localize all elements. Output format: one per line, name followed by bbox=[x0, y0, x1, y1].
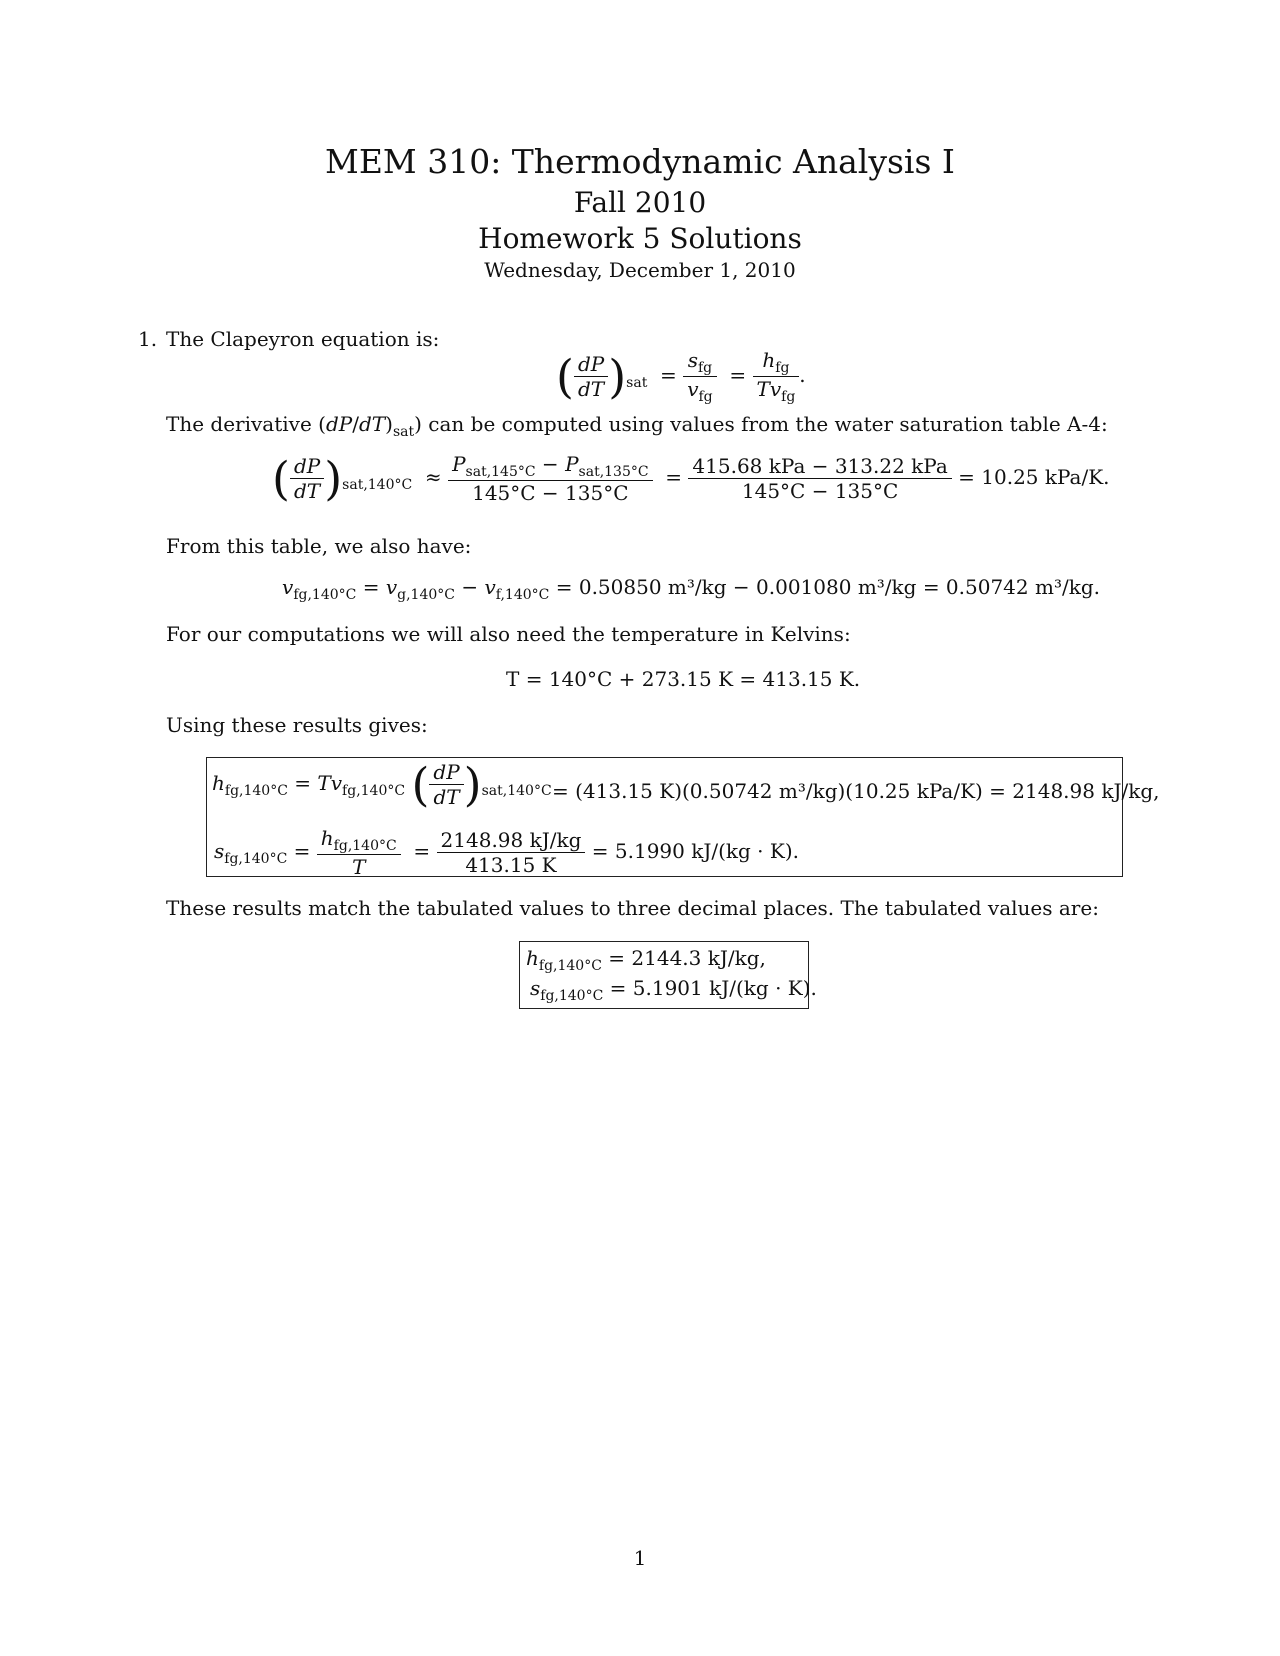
sfg-equation: $s_{fg,140^\circ C}$ = $\frac{h_{fg,140^\circ C}}{T}$ = $\frac{2148.98 kJ/kg}{413.15 K}$ = 5.1990 kJ/(kg · K). bbox=[214, 826, 799, 879]
derivative-equation: ( $\frac{dP}{dT}$ )$_{sat,140^\circ C}$ ≈ $\frac{P_{sat,145^\circ C} - P_{sat,135^\circ C}}{145^\circ C - 135^\circ C}$ = $\frac{\text{415.68 kPa − 313.22 kPa}}{145^\circ C - 135^\circ C}$ = 10.25 kPa/K. bbox=[272, 451, 1110, 506]
match-text: These results match the tabulated values to three decimal places. The tabulated values are: bbox=[166, 896, 1099, 920]
term: Fall 2010 bbox=[573, 186, 707, 219]
assignment-title: Homework 5 Solutions bbox=[478, 222, 802, 255]
hfg-equation: $h_{fg,140^\circ C} = Tv_{fg,140^\circ C}$ ( $\frac{dP}{dT}$ )$_{sat,140^\circ C}$ bbox=[212, 757, 552, 812]
kelvin-text: For our computations we will also need the temperature in Kelvins: bbox=[166, 622, 851, 646]
using-text: Using these results gives: bbox=[166, 713, 428, 737]
course-title: MEM 310: Thermodynamic Analysis I bbox=[325, 142, 955, 181]
vfg-equation: $v_{fg,140^\circ C} = v_{g,140^\circ C} - v_{f,140^\circ C} = 0.50850$ m³/kg − 0.001080 m³/kg = 0.50742 m³/kg. bbox=[282, 575, 1100, 603]
clapeyron-intro: The Clapeyron equation is: bbox=[166, 327, 440, 351]
date: Wednesday, December 1, 2010 bbox=[484, 258, 796, 282]
clapeyron-equation: ( $\frac{dP}{dT}$ )$_{sat}$ = $\frac{s_{fg}}{v_{fg}}$ = $\frac{h_{fg}}{Tv_{fg}}$ . bbox=[556, 348, 806, 405]
hfg-result: = (413.15 K)(0.50742 m³/kg)(10.25 kPa/K) = 2148.98 kJ/kg, bbox=[552, 779, 1160, 803]
derivative-text: The derivative $(dP/dT)_{sat}$) can be computed using values from the water saturation table A-4: bbox=[166, 412, 1108, 440]
kelvin-equation: T = 140°C + 273.15 K = 413.15 K. bbox=[506, 667, 861, 691]
from-table-text: From this table, we also have: bbox=[166, 534, 472, 558]
tab-sfg: $s_{fg,140^\circ C} = 5.1901$ kJ/(kg · K). bbox=[530, 976, 817, 1004]
problem-number: 1. bbox=[138, 327, 158, 351]
tab-hfg: $h_{fg,140^\circ C} = 2144.3$ kJ/kg, bbox=[526, 946, 766, 974]
page-number: 1 bbox=[633, 1546, 647, 1570]
